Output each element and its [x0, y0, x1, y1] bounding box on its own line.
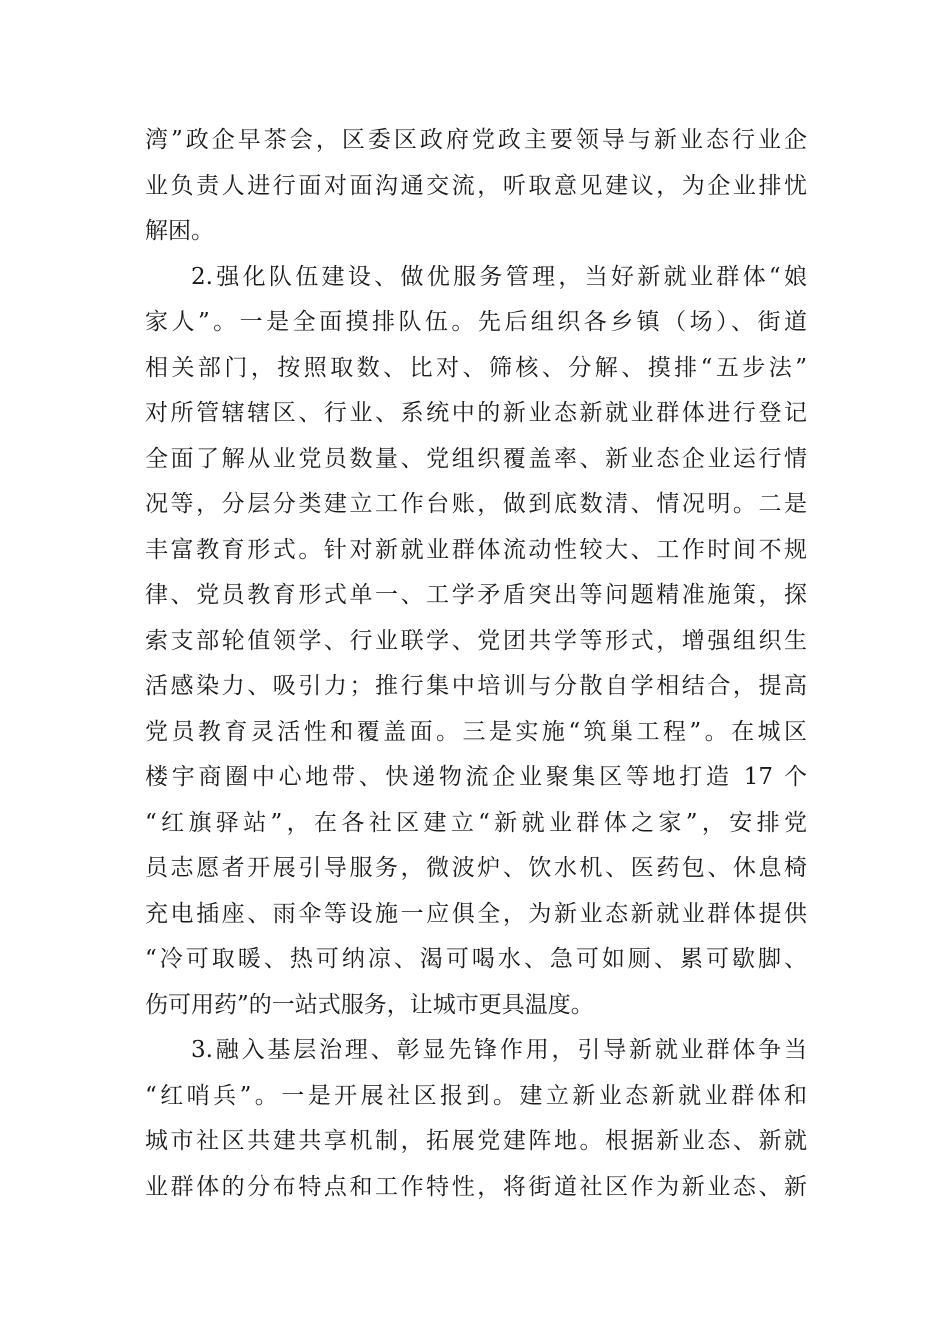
text-line: 索支部轮值领学、行业联学、党团共学等形式，增强组织生 — [145, 627, 807, 654]
text-line: 况等，分层分类建立工作台账，做到底数清、情况明。二是 — [145, 491, 807, 517]
text-line: 楼宇商圈中心地带、快递物流企业聚集区等地打造 17 个 — [145, 764, 807, 790]
text-line: 3.融入基层治理、彰显先锋作用，引导新就业群体争当 — [191, 1037, 807, 1063]
text-line: 党员教育灵活性和覆盖面。三是实施“筑巢工程”。在城区 — [145, 718, 807, 745]
text-line: 城市社区共建共享机制，拓展党建阵地。根据新业态、新就 — [145, 1128, 807, 1154]
text-line: 解困。 — [145, 218, 214, 244]
text-line: 伤可用药”的一站式服务，让城市更具温度。 — [145, 991, 594, 1018]
text-line: 活感染力、吸引力；推行集中培训与分散自学相结合，提高 — [145, 673, 807, 699]
text-line: 业负责人进行面对面沟通交流，听取意见建议，为企业排忧 — [145, 172, 807, 199]
text-line: 相关部门，按照取数、比对、筛核、分解、摸排“五步法” — [145, 354, 807, 381]
text-line: 丰富教育形式。针对新就业群体流动性较大、工作时间不规 — [145, 536, 807, 563]
text-line: “红哨兵”。一是开展社区报到。建立新业态新就业群体和 — [145, 1082, 807, 1109]
text-line: 业群体的分布特点和工作特性，将街道社区作为新业态、新 — [145, 1173, 807, 1200]
text-line: 充电插座、雨伞等设施一应俱全，为新业态新就业群体提供 — [145, 900, 807, 927]
text-line: “冷可取暖、热可纳凉、渴可喝水、急可如厕、累可歇脚、 — [145, 946, 807, 972]
text-line: 家人”。一是全面摸排队伍。先后组织各乡镇（场）、街道 — [145, 309, 807, 335]
text-line: 对所管辖辖区、行业、系统中的新业态新就业群体进行登记 — [145, 400, 807, 426]
text-line: 全面了解从业党员数量、党组织覆盖率、新业态企业运行情 — [145, 445, 807, 472]
document-page — [145, 118, 807, 1210]
text-line: 员志愿者开展引导服务，微波炉、饮水机、医药包、休息椅 — [145, 855, 807, 881]
text-line: 律、党员教育形式单一、工学矛盾突出等问题精准施策，探 — [145, 582, 807, 608]
text-line: “红旗驿站”，在各社区建立“新就业群体之家”，安排党 — [145, 809, 807, 836]
text-line: 湾”政企早茶会，区委区政府党政主要领导与新业态行业企 — [145, 127, 807, 153]
text-line: 2.强化队伍建设、做优服务管理，当好新就业群体“娘 — [191, 263, 807, 290]
